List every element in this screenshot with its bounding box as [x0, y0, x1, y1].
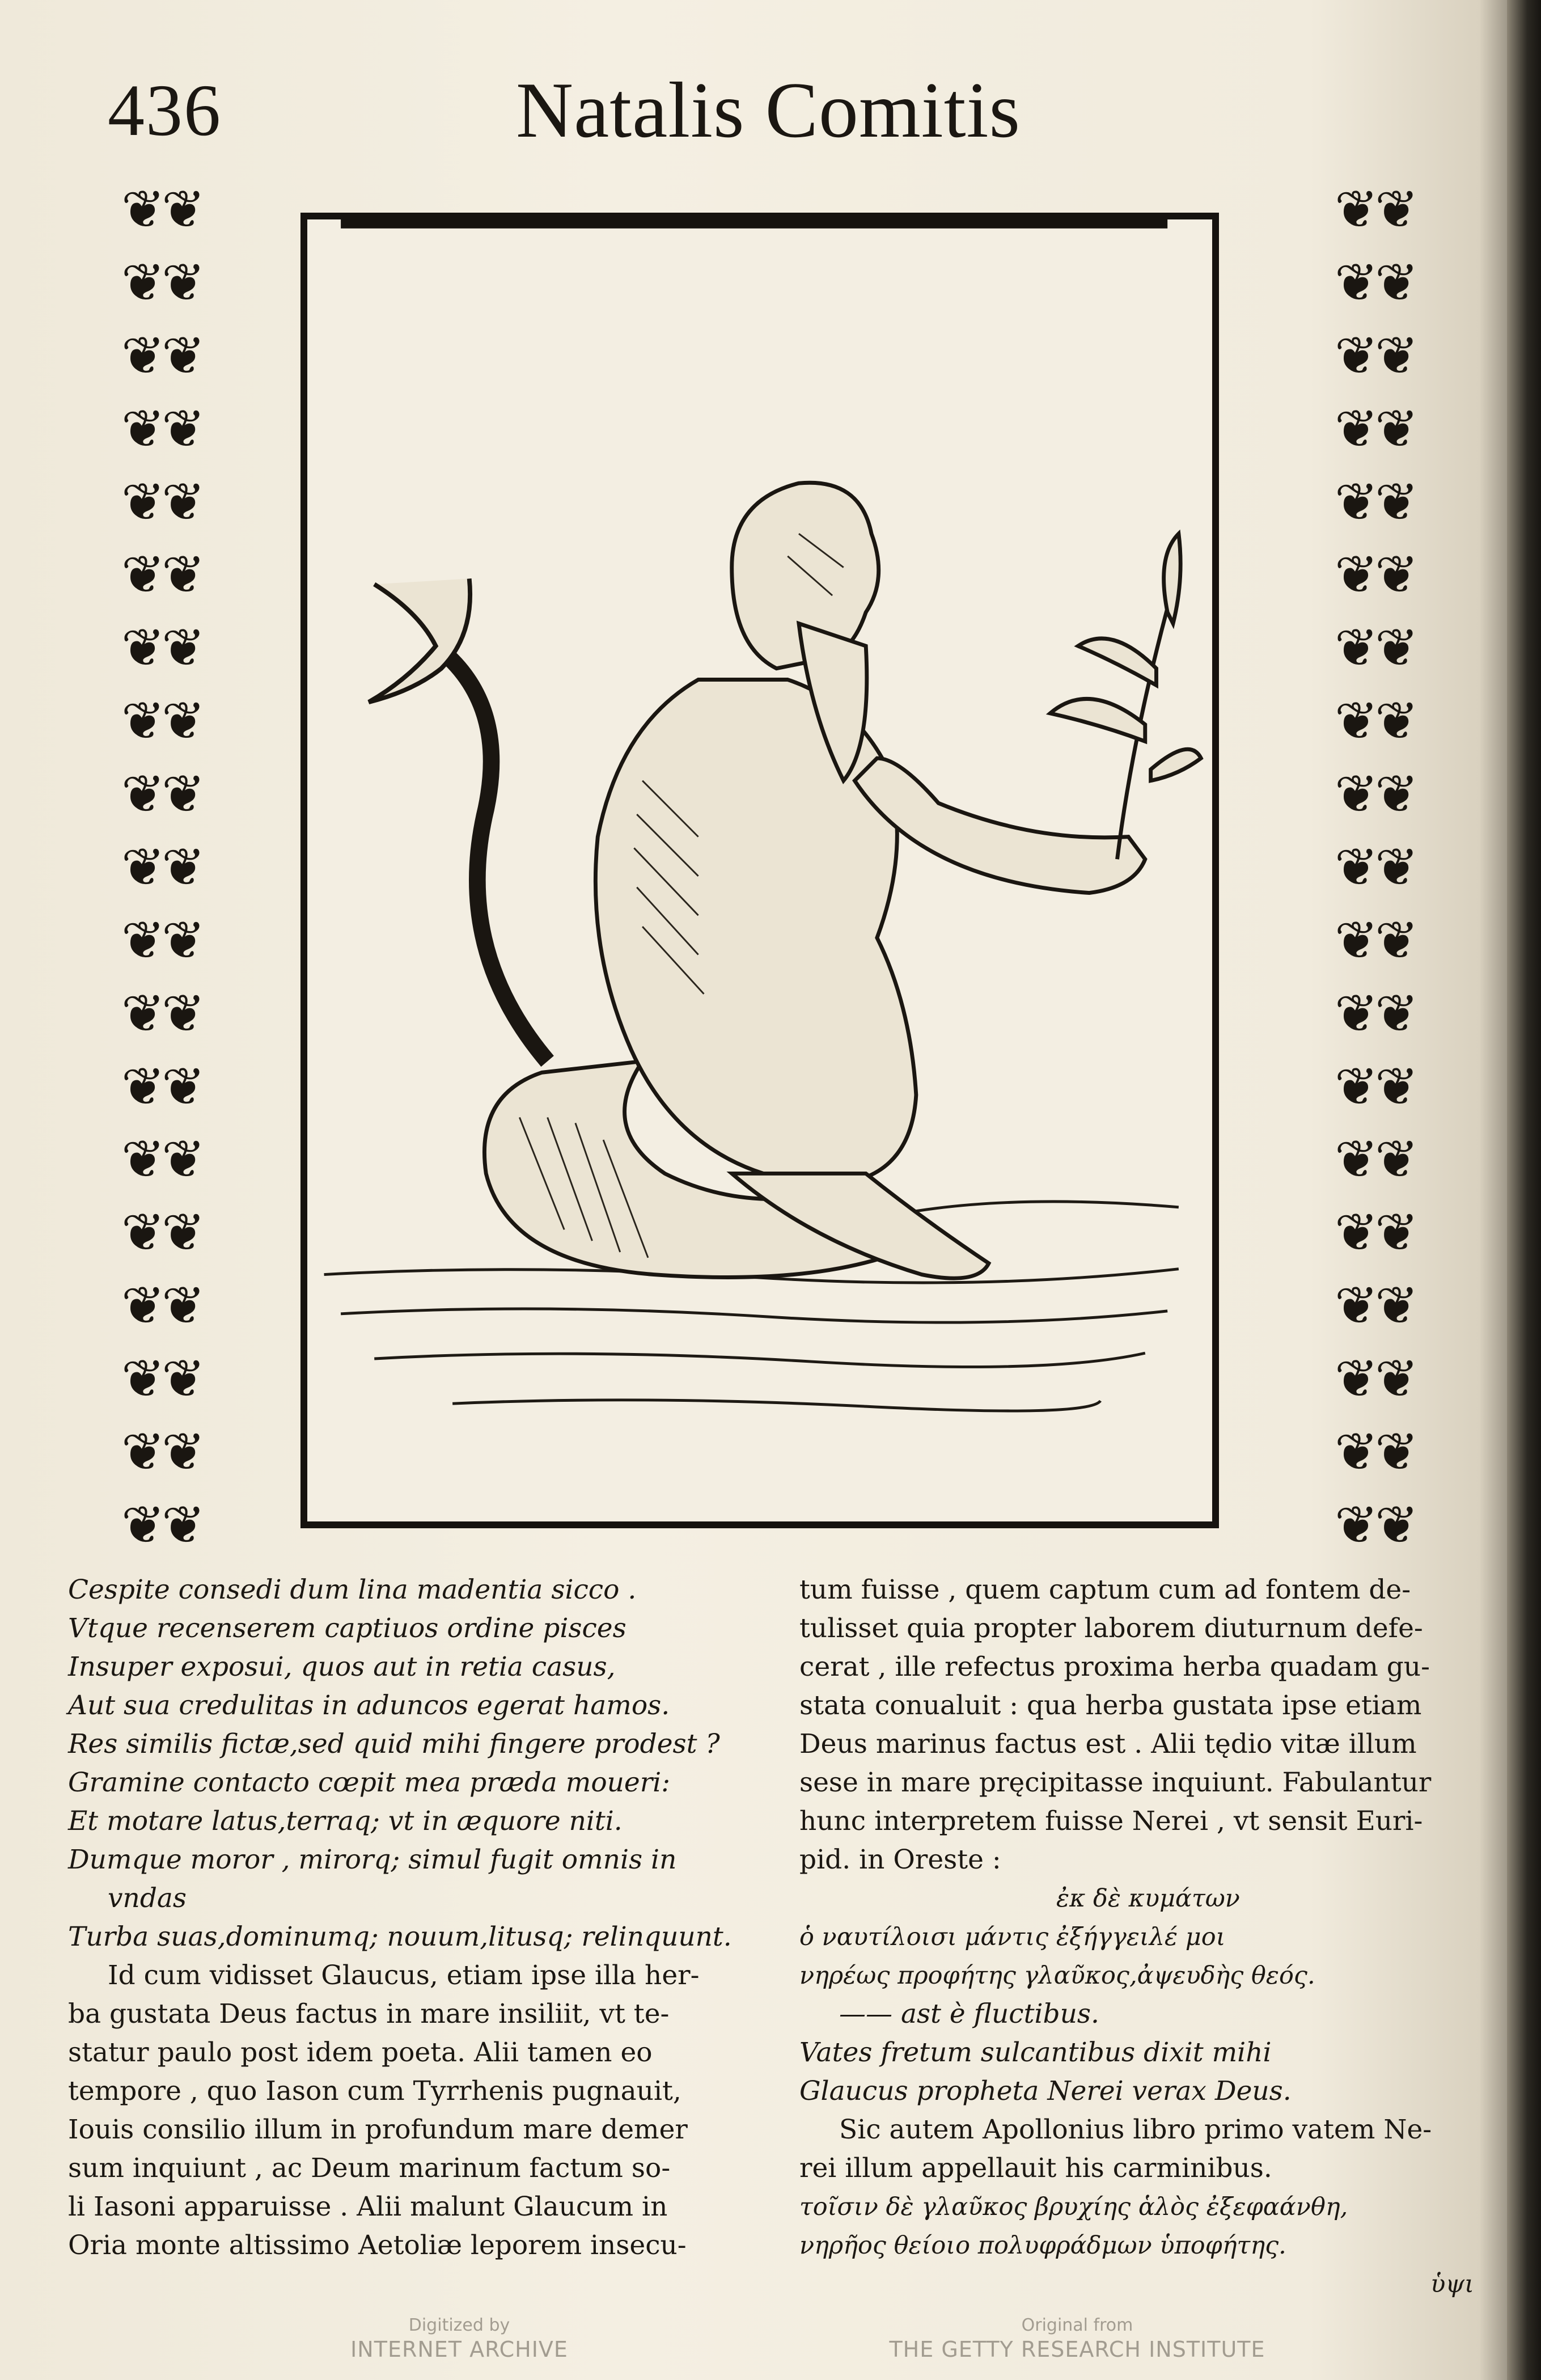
ornament-border-right [1298, 181, 1451, 1554]
right-column [799, 1571, 1497, 2303]
latin-translation-line: —— ast è fluctibus. [839, 1998, 1099, 2030]
fleuron-ornament-icon: ❦❦ [121, 618, 202, 679]
fleuron-ornament-icon: ❦❦ [121, 1421, 202, 1482]
greek-apollonius-line: τοῖσιν δὲ γλαῦκος βρυχίης ἁλὸς ἐξεφαάνθη, [799, 2193, 1348, 2221]
digitized-by-block [317, 2314, 601, 2361]
fleuron-ornament-icon: ❦❦ [121, 325, 202, 386]
prose-line: hunc interpretem fuisse Nerei , vt sensit Euri- [799, 1806, 1423, 1837]
original-from-label: Original from [1021, 2315, 1133, 2335]
getty-label: THE GETTY RESEARCH INSTITUTE [889, 2337, 1265, 2362]
prose-line: tum fuisse , quem captum cum ad fontem de- [799, 1574, 1411, 1605]
fleuron-ornament-icon: ❦❦ [121, 471, 202, 532]
woodcut-illustration [300, 213, 1219, 1528]
verse-line: Res similis fictæ,sed quid mihi fingere prodest ? [68, 1728, 720, 1760]
text-area [68, 1571, 1497, 2308]
fleuron-ornament-icon: ❦❦ [121, 1494, 202, 1555]
fleuron-ornament-icon: ❦❦ [1334, 179, 1416, 240]
fleuron-ornament-icon: ❦❦ [1334, 1275, 1416, 1337]
greek-apollonius-line: νηρῆος θείοιο πολυφράδμων ὑποφήτης. [799, 2231, 1286, 2260]
page-number: 436 [108, 70, 222, 151]
digitized-by-label: Digitized by [408, 2315, 510, 2335]
verse-line: Et motare latus,terraq; vt in æquore niti. [68, 1806, 623, 1837]
ornament-border-left [85, 181, 238, 1554]
prose-line: pid. in Oreste : [799, 1844, 1001, 1875]
verse-line: vndas [108, 1883, 187, 1914]
greek-quote-line: ὁ ναυτίλοισι μάντις ἐξήγγειλέ μοι [799, 1923, 1226, 1951]
fleuron-ornament-icon: ❦❦ [121, 691, 202, 752]
verse-line: Insuper exposui, quos aut in retia casus, [68, 1651, 616, 1683]
fleuron-ornament-icon: ❦❦ [121, 544, 202, 606]
fleuron-ornament-icon: ❦❦ [121, 1275, 202, 1337]
page-header [108, 62, 1446, 159]
fleuron-ornament-icon: ❦❦ [1334, 1056, 1416, 1117]
fleuron-ornament-icon: ❦❦ [1334, 1494, 1416, 1555]
verse-line: Gramine contacto cœpit mea præda moueri: [68, 1767, 671, 1798]
fleuron-ornament-icon: ❦❦ [1334, 691, 1416, 752]
fleuron-ornament-icon: ❦❦ [121, 1348, 202, 1409]
fleuron-ornament-icon: ❦❦ [121, 983, 202, 1044]
fleuron-ornament-icon: ❦❦ [121, 764, 202, 825]
fleuron-ornament-icon: ❦❦ [1334, 398, 1416, 459]
prose-line: Iouis consilio illum in profundum mare demer [68, 2114, 688, 2145]
original-from-block [884, 2314, 1270, 2361]
prose-line: stata conualuit : qua herba gustata ipse etiam [799, 1690, 1422, 1721]
verse-line: Aut sua credulitas in aduncos egerat hamos. [68, 1690, 670, 1721]
fleuron-ornament-icon: ❦❦ [1334, 910, 1416, 971]
prose-line: cerat , ille refectus proxima herba quadam gu- [799, 1651, 1430, 1683]
fleuron-ornament-icon: ❦❦ [1334, 1421, 1416, 1482]
latin-translation-line: Vates fretum sulcantibus dixit mihi [799, 2037, 1272, 2068]
catchword: ὑψι [1430, 2270, 1474, 2298]
prose-line: statur paulo post idem poeta. Alii tamen eo [68, 2037, 653, 2068]
prose-line: Id cum vidisset Glaucus, etiam ipse illa her- [108, 1960, 700, 1991]
fleuron-ornament-icon: ❦❦ [121, 910, 202, 971]
fleuron-ornament-icon: ❦❦ [121, 179, 202, 240]
prose-line: rei illum appellauit his carminibus. [799, 2153, 1272, 2184]
prose-line: sum inquiunt , ac Deum marinum factum so- [68, 2153, 671, 2184]
verse-line: Dumque moror , mirorq; simul fugit omnis in [68, 1844, 677, 1875]
prose-line: Deus marinus factus est . Alii tędio vitæ illum [799, 1728, 1417, 1760]
fleuron-ornament-icon: ❦❦ [121, 398, 202, 459]
prose-line: tempore , quo Iason cum Tyrrhenis pugnauit, [68, 2075, 681, 2107]
prose-line: Oria monte altissimo Aetoliæ leporem insecu- [68, 2230, 687, 2261]
fleuron-ornament-icon: ❦❦ [121, 836, 202, 898]
prose-line: tulisset quia propter laborem diuturnum defe- [799, 1613, 1423, 1644]
internet-archive-label: INTERNET ARCHIVE [350, 2337, 568, 2362]
fleuron-ornament-icon: ❦❦ [1334, 1348, 1416, 1409]
prose-line: ba gustata Deus factus in mare insiliit, vt te- [68, 1998, 670, 2030]
prose-line: Sic autem Apollonius libro primo vatem Ne- [839, 2114, 1432, 2145]
greek-quote-line: ἐκ δὲ κυμάτων [1056, 1884, 1240, 1913]
fleuron-ornament-icon: ❦❦ [121, 1202, 202, 1263]
running-title: Natalis Comitis [516, 66, 1021, 154]
left-column [68, 1571, 760, 2265]
fleuron-ornament-icon: ❦❦ [1334, 618, 1416, 679]
fleuron-ornament-icon: ❦❦ [1334, 983, 1416, 1044]
fleuron-ornament-icon: ❦❦ [121, 1129, 202, 1190]
fleuron-ornament-icon: ❦❦ [1334, 764, 1416, 825]
woodcut-merman-icon [307, 219, 1212, 1521]
fleuron-ornament-icon: ❦❦ [1334, 1129, 1416, 1190]
greek-quote-line: νηρέως προφήτης γλαῦκος,ἀψευδὴς θεός. [799, 1962, 1315, 1990]
digitization-footer [0, 2314, 1541, 2370]
prose-line: sese in mare pręcipitasse inquiunt. Fabulantur [799, 1767, 1432, 1798]
fleuron-ornament-icon: ❦❦ [121, 252, 202, 313]
verse-line: Cespite consedi dum lina madentia sicco . [68, 1574, 637, 1605]
verse-line: Vtque recenserem captiuos ordine pisces [68, 1613, 626, 1644]
prose-line: li Iasoni apparuisse . Alii malunt Glaucum in [68, 2191, 668, 2222]
fleuron-ornament-icon: ❦❦ [1334, 836, 1416, 898]
fleuron-ornament-icon: ❦❦ [1334, 544, 1416, 606]
fleuron-ornament-icon: ❦❦ [1334, 325, 1416, 386]
fleuron-ornament-icon: ❦❦ [121, 1056, 202, 1117]
fleuron-ornament-icon: ❦❦ [1334, 1202, 1416, 1263]
fleuron-ornament-icon: ❦❦ [1334, 471, 1416, 532]
latin-translation-line: Glaucus propheta Nerei verax Deus. [799, 2075, 1292, 2107]
binding-shadow [1507, 0, 1541, 2380]
fleuron-ornament-icon: ❦❦ [1334, 252, 1416, 313]
verse-line: Turba suas,dominumq; nouum,litusq; relinquunt. [68, 1921, 732, 1952]
